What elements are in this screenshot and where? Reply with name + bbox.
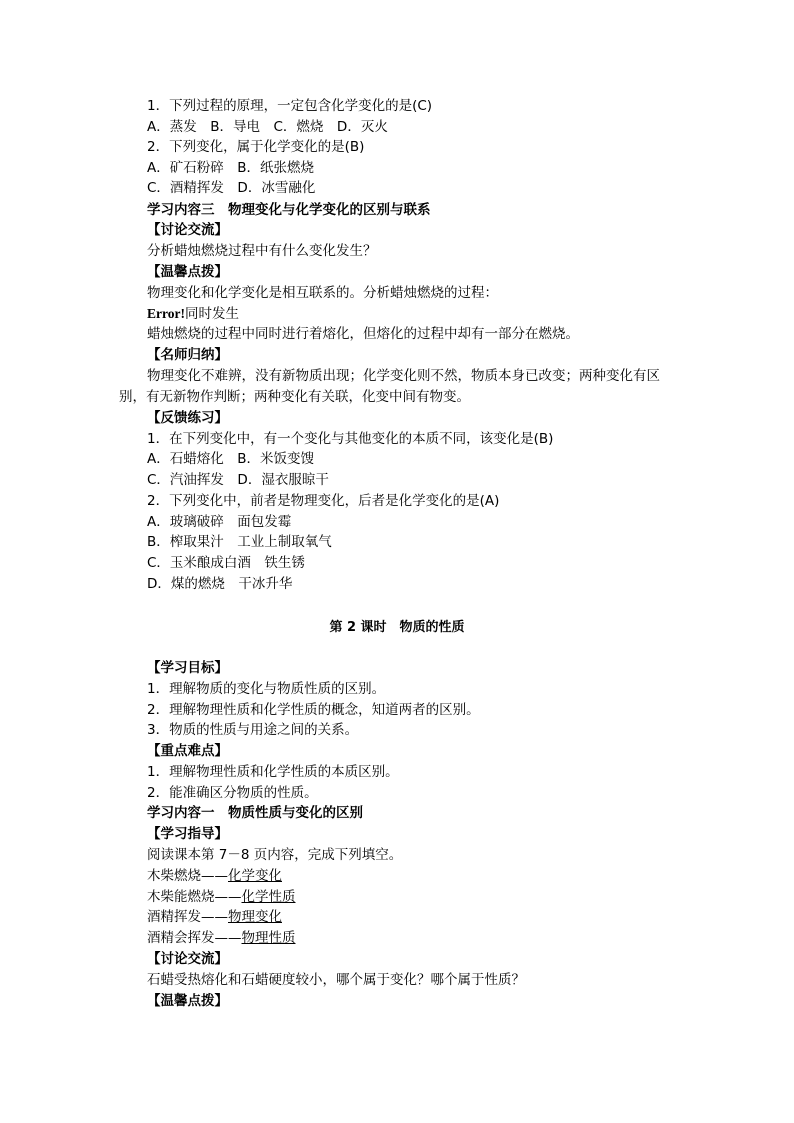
lesson-2-title: 第 2 课时 物质的性质 [329, 620, 465, 635]
question-1: 1．下列过程的原理，一定包含化学变化的是(C) [147, 98, 433, 114]
key-points-label: 【重点难点】 [147, 743, 228, 759]
tip-label-2: 【温馨点拨】 [147, 993, 228, 1009]
error-line [147, 304, 687, 324]
teacher-text-line-1: 物理变化不难辨，没有新物质出现；化学变化则不然，物质本身已改变；两种变化有区 [147, 368, 660, 384]
feedback-question-2: 2．下列变化中，前者是物理变化，后者是化学变化的是(A) [147, 493, 500, 509]
feedback-question-2-option-a: A．玻璃破碎 面包发霉 [147, 514, 292, 530]
goal-2: 2．理解物理性质和化学性质的概念，知道两者的区别。 [147, 702, 480, 718]
guide-label: 【学习指导】 [147, 826, 228, 842]
teacher-label: 【名师归纳】 [147, 347, 228, 363]
discuss-text-2: 石蜡受热熔化和石蜡硬度较小，哪个属于变化？哪个属于性质？ [147, 972, 525, 988]
error-tail: 同时发生 [184, 306, 239, 322]
fill-1-prefix: 木柴燃烧—— [147, 868, 228, 884]
key-point-1: 1．理解物理性质和化学性质的本质区别。 [147, 764, 399, 780]
error-word: Error! [147, 306, 185, 321]
question-2: 2．下列变化，属于化学变化的是(B) [147, 139, 365, 155]
tip-label: 【温馨点拨】 [147, 264, 228, 280]
goals-label: 【学习目标】 [147, 660, 228, 676]
question-2-options-ab: A．矿石粉碎 B．纸张燃烧 [147, 160, 314, 176]
goal-3: 3．物质的性质与用途之间的关系。 [147, 722, 359, 738]
feedback-label: 【反馈练习】 [147, 410, 228, 426]
feedback-question-2-option-b: B．榨取果汁 工业上制取氧气 [147, 534, 332, 550]
teacher-text-line-2: 别，有无新物作判断；两种变化有关联，化变中间有物变。 [119, 389, 470, 405]
feedback-question-2-option-c: C．玉米酿成白酒 铁生锈 [147, 555, 305, 571]
discuss-label-2: 【讨论交流】 [147, 951, 228, 967]
candle-text: 蜡烛燃烧的过程中同时进行着熔化，但熔化的过程中却有一部分在燃烧。 [147, 326, 579, 342]
fill-3-answer: 物理变化 [228, 909, 282, 925]
fill-3-prefix: 酒精挥发—— [147, 909, 228, 925]
feedback-question-1-options-cd: C．汽油挥发 D．湿衣服晾干 [147, 472, 329, 488]
key-point-2: 2．能准确区分物质的性质。 [147, 785, 318, 801]
fill-4-answer: 物理性质 [241, 930, 296, 946]
question-2-options-cd: C．酒精挥发 D．冰雪融化 [147, 180, 316, 196]
fill-1-answer: 化学变化 [228, 868, 282, 884]
feedback-question-2-option-d: D．煤的燃烧 干冰升华 [147, 576, 293, 592]
content-1-heading: 学习内容一 物质性质与变化的区别 [147, 805, 363, 821]
fill-line-4 [147, 928, 687, 948]
fill-2-answer: 化学性质 [241, 889, 296, 905]
fill-2-prefix: 木柴能燃烧—— [147, 889, 242, 905]
feedback-question-1: 1．在下列变化中，有一个变化与其他变化的本质不同，该变化是(B) [147, 431, 554, 447]
fill-4-prefix: 酒精会挥发—— [147, 930, 242, 946]
discuss-label: 【讨论交流】 [147, 222, 228, 238]
feedback-question-1-options-ab: A．石蜡熔化 B．米饭变馊 [147, 451, 314, 467]
fill-line-3 [147, 907, 687, 927]
tip-text: 物理变化和化学变化是相互联系的。分析蜡烛燃烧的过程： [147, 285, 498, 301]
fill-line-1 [147, 866, 687, 886]
fill-line-2 [147, 887, 687, 907]
content-3-heading: 学习内容三 物理变化与化学变化的区别与联系 [147, 202, 431, 218]
goal-1: 1．理解物质的变化与物质性质的区别。 [147, 681, 386, 697]
question-1-options: A．蒸发 B．导电 C．燃烧 D．灭火 [147, 119, 388, 135]
discuss-text: 分析蜡烛燃烧过程中有什么变化发生？ [147, 243, 377, 259]
guide-text: 阅读课本第 7－8 页内容，完成下列填空。 [147, 847, 403, 863]
